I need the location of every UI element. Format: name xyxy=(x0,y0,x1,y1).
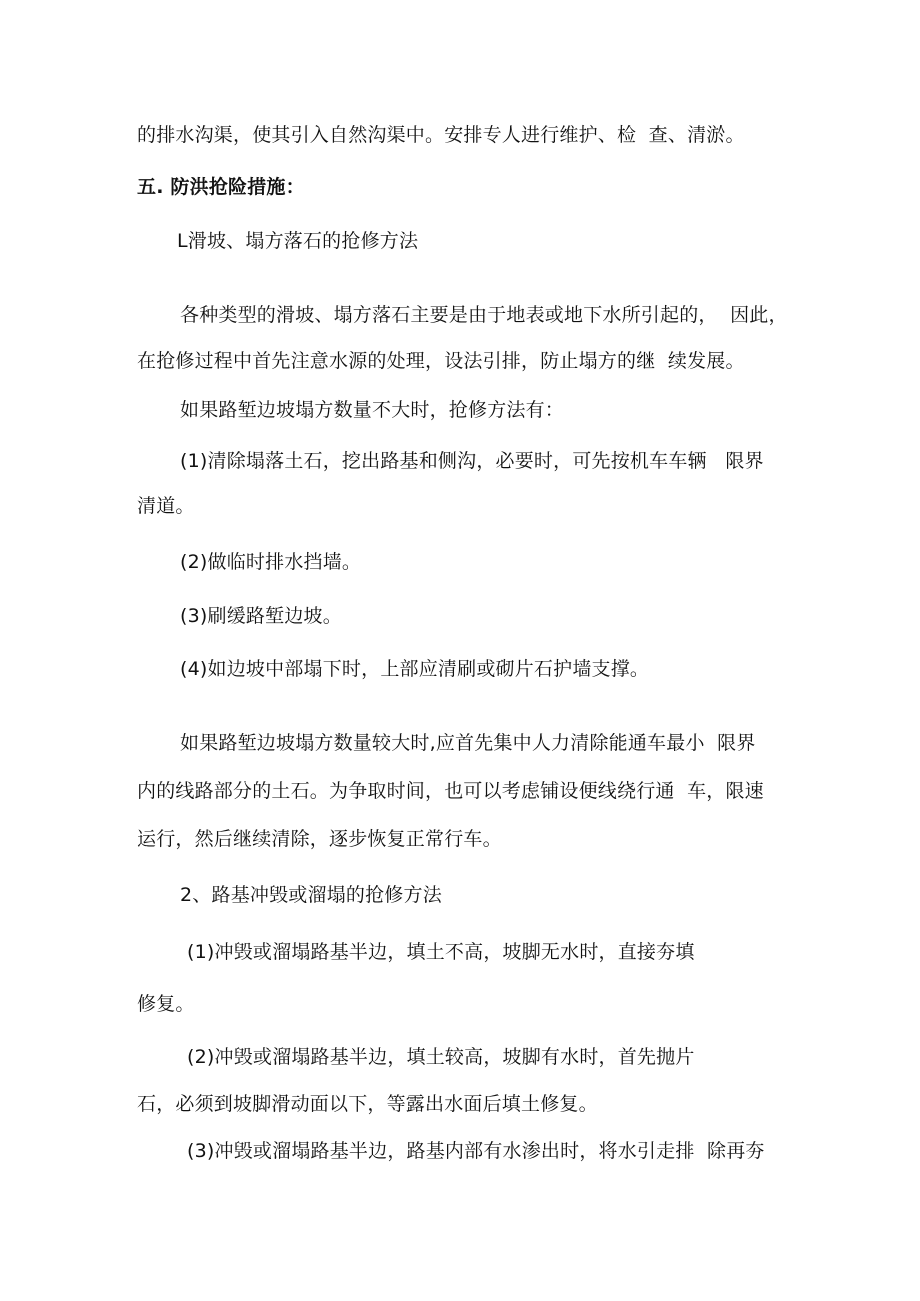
list-item: (3)冲毁或溜塌路基半边，路基内部有水渗出时，将水引走排 除再夯 xyxy=(187,1140,765,1162)
paragraph-line: 在抢修过程中首先注意水源的处理，设法引排，防止塌方的继 续发展。 xyxy=(137,350,745,372)
list-item: (1)清除塌落土石，挖出路基和侧沟，必要时，可先按机车车辆 限界 xyxy=(180,450,764,472)
paragraph-line: 的排水沟渠，使其引入自然沟渠中。安排专人进行维护、检 查、清淤。 xyxy=(137,124,745,146)
subsection-heading: 2、路基冲毁或溜塌的抢修方法 xyxy=(180,884,442,906)
list-item: (3)刷缓路堑边坡。 xyxy=(180,605,342,627)
section-heading: 五. 防洪抢险措施： xyxy=(137,176,305,198)
list-item: (2)做临时排水挡墙。 xyxy=(180,551,362,573)
list-item-continuation: 石，必须到坡脚滑动面以下，等露出水面后填土修复。 xyxy=(137,1093,598,1115)
list-item: (1)冲毁或溜塌路基半边，填土不高，坡脚无水时，直接夯填 xyxy=(187,941,695,963)
paragraph-line: 各种类型的滑坡、塌方落石主要是由于地表或地下水所引起的， 因此， xyxy=(180,304,788,326)
subsection-heading: L滑坡、塌方落石的抢修方法 xyxy=(177,230,419,252)
list-item-continuation: 清道。 xyxy=(137,495,195,517)
paragraph-line: 运行，然后继续清除，逐步恢复正常行车。 xyxy=(137,828,502,850)
paragraph-line: 内的线路部分的土石。为争取时间，也可以考虑铺设便线绕行通 车，限速 xyxy=(137,780,764,802)
list-item: (4)如边坡中部塌下时，上部应清刷或砌片石护墙支撑。 xyxy=(180,658,650,680)
list-item-continuation: 修复。 xyxy=(137,993,195,1015)
paragraph-line: 如果路堑边坡塌方数量较大时,应首先集中人力清除能通车最小 限界 xyxy=(180,732,756,754)
paragraph-line: 如果路堑边坡塌方数量不大时，抢修方法有： xyxy=(180,399,565,421)
list-item: (2)冲毁或溜塌路基半边，填土较高，坡脚有水时，首先抛片 xyxy=(187,1046,695,1068)
